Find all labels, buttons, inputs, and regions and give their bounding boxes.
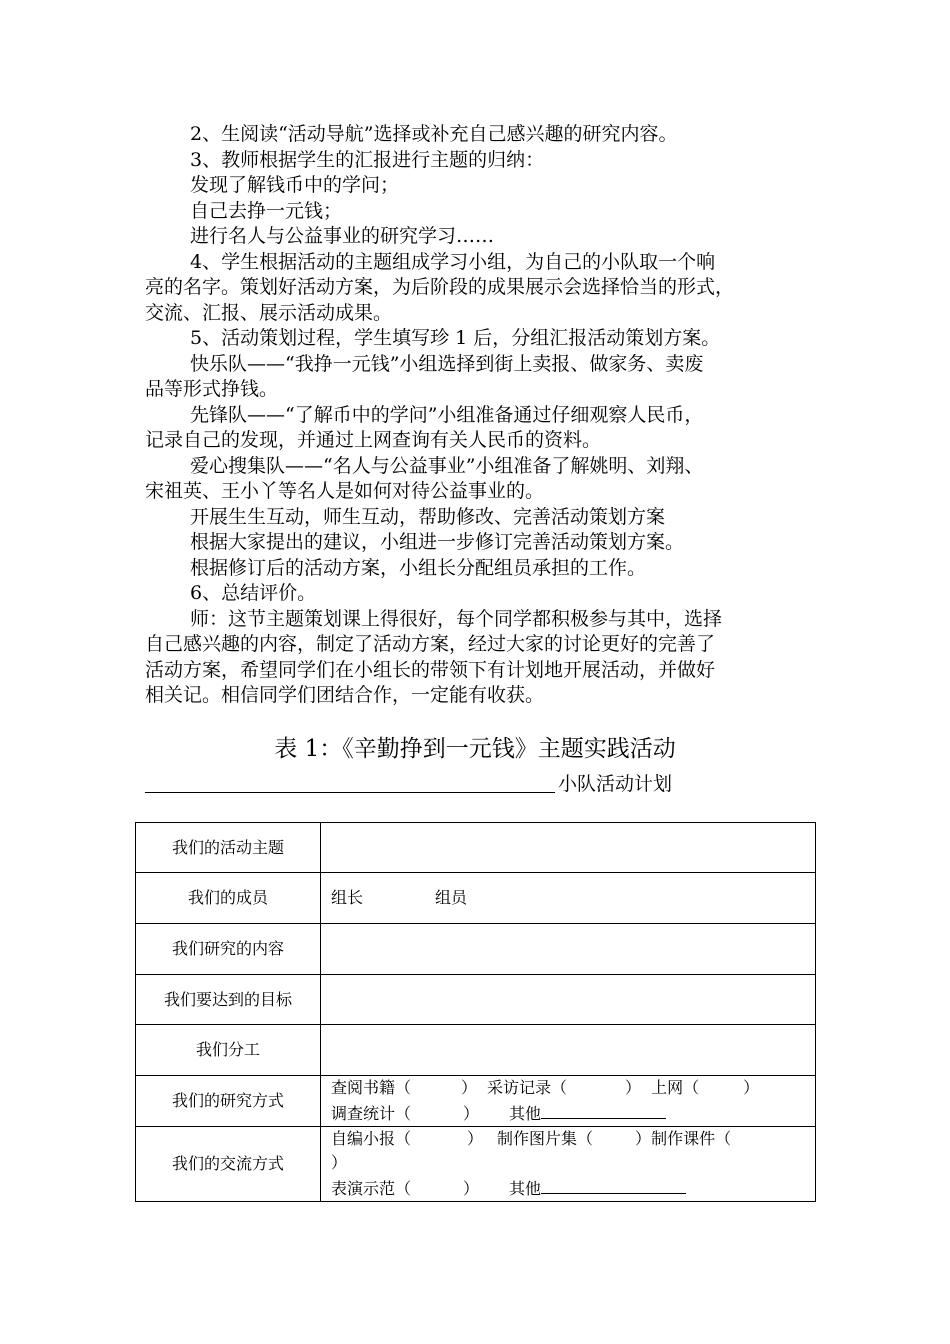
content-label: 我们研究的内容	[136, 924, 321, 975]
paragraph-line: 发现了解钱币中的学问；	[190, 174, 400, 196]
paragraph-line: 5、活动策划过程，学生填写珍 1 后，分组汇报活动策划方案。	[190, 327, 721, 349]
table-row	[136, 1127, 816, 1202]
paragraph-line: 3、教师根据学生的汇报进行主题的归纳：	[190, 148, 545, 171]
exchange-option-album: 制作图片集（	[497, 1129, 594, 1148]
exchange-other-blank[interactable]	[541, 1175, 686, 1194]
research-option-online: 上网（	[651, 1078, 700, 1097]
table-row	[136, 823, 816, 873]
exchange-option-newspaper: 自编小报（	[331, 1129, 412, 1148]
content-field[interactable]	[321, 924, 816, 975]
paragraph-line: 活动方案，希望同学们在小组长的带领下有计划地开展活动，并做好	[145, 658, 716, 681]
exchange-other-label: 其他	[509, 1179, 542, 1198]
paragraph-line: 先锋队——“了解币中的学问”小组准备通过仔细观察人民币，	[190, 403, 704, 426]
division-label: 我们分工	[136, 1025, 321, 1076]
table-row	[136, 1076, 816, 1127]
member-label: 组员	[435, 888, 468, 907]
table-row	[136, 1025, 816, 1076]
theme-label: 我们的活动主题	[136, 823, 321, 873]
paragraph-line: 师：这节主题策划课上得很好，每个同学都积极参与其中，选择	[190, 607, 723, 630]
table-row	[136, 873, 816, 924]
paragraph-line: 根据大家提出的建议，小组进一步修订完善活动策划方案。	[190, 531, 685, 553]
division-field[interactable]	[321, 1025, 816, 1076]
research-other-blank[interactable]	[541, 1100, 666, 1119]
paragraph-line: 6、总结评价。	[190, 582, 317, 604]
paragraph-line: 宋祖英、王小丫等名人是如何对待公益事业的。	[145, 480, 545, 502]
paragraph-line: 记录自己的发现，并通过上网查询有关人民币的资料。	[145, 429, 602, 451]
exchange-method-label: 我们的交流方式	[136, 1127, 321, 1202]
exchange-option-courseware: 制作课件（	[651, 1129, 732, 1148]
table-subtitle: 小队活动计划	[558, 773, 673, 795]
paragraph-line: 交流、汇报、展示活动成果。	[145, 301, 393, 324]
table-row	[136, 975, 816, 1025]
team-name-blank	[145, 792, 555, 793]
paragraph-line: 自己感兴趣的内容，制定了活动方案，经过大家的讨论更好的完善了	[145, 633, 716, 655]
goal-field[interactable]	[321, 975, 816, 1025]
paragraph-line: 快乐队——“我挣一元钱”小组选择到街上卖报、做家务、卖废	[190, 352, 704, 375]
activity-plan-table	[135, 822, 816, 1202]
members-label: 我们的成员	[136, 873, 321, 924]
theme-field[interactable]	[321, 823, 816, 873]
table-row	[136, 924, 816, 975]
paragraph-line: 相关记。相信同学们团结合作，一定能有收获。	[145, 684, 545, 706]
members-field[interactable]	[321, 873, 816, 924]
research-other-label: 其他	[509, 1104, 542, 1123]
table-title: 表 1：《辛勤挣到一元钱》主题实践活动	[274, 736, 676, 762]
paragraph-line: 开展生生互动，师生互动，帮助修改、完善活动策划方案	[190, 505, 666, 528]
paragraph-line: 爱心搜集队——“名人与公益事业”小组准备了解姚明、刘翔、	[190, 454, 704, 477]
leader-label: 组长	[331, 888, 364, 907]
paragraph-line: 根据修订后的活动方案，小组长分配组员承担的工作。	[190, 556, 647, 579]
research-method-field[interactable]: 查阅书籍（ ） 采访记录（ ） 上网（ ） 调查统计（ ） 其他	[321, 1076, 816, 1127]
paragraph-line: 自己去挣一元钱；	[190, 199, 343, 222]
team-name-row	[145, 772, 705, 798]
exchange-option-performance: 表演示范（	[331, 1179, 412, 1198]
research-option-survey: 调查统计（	[331, 1104, 412, 1123]
goal-label: 我们要达到的目标	[136, 975, 321, 1025]
research-option-interview: 采访记录（	[487, 1078, 568, 1097]
paragraph-line: 4、学生根据活动的主题组成学习小组，为自己的小队取一个响	[190, 250, 716, 273]
research-option-books: 查阅书籍（	[331, 1078, 412, 1097]
exchange-method-field[interactable]: 自编小报（ ） 制作图片集（ ）制作课件（ ） 表演示范（ ） 其他	[321, 1127, 816, 1202]
paragraph-line: 2、生阅读“活动导航”选择或补充自己感兴趣的研究内容。	[190, 123, 678, 145]
paragraph-line: 品等形式挣钱。	[145, 378, 279, 400]
research-method-label: 我们的研究方式	[136, 1076, 321, 1127]
paragraph-line: 进行名人与公益事业的研究学习……	[190, 225, 495, 247]
body-text	[145, 122, 825, 709]
paragraph-line: 亮的名字。策划好活动方案，为后阶段的成果展示会选择恰当的形式，	[145, 276, 735, 298]
